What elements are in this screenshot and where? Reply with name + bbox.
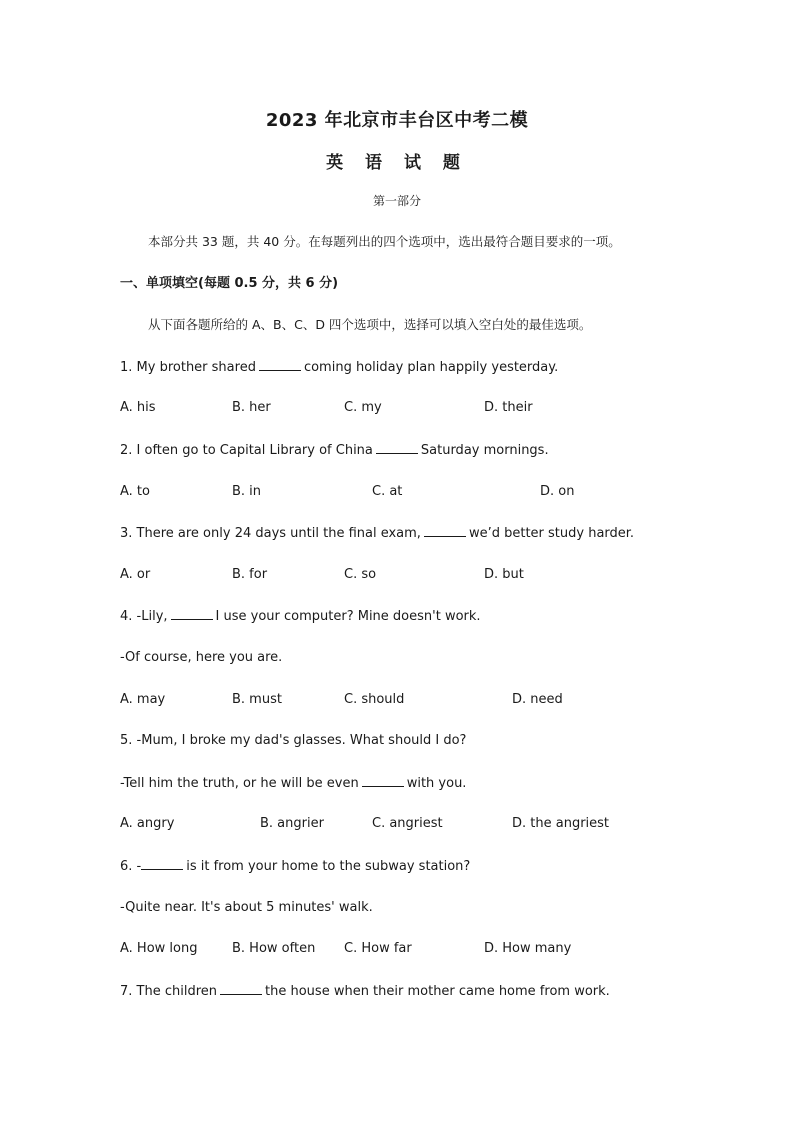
question-3 — [120, 524, 634, 543]
option-b: B. her — [232, 400, 271, 415]
section-instruction: 从下面各题所给的 A、B、C、D 四个选项中，选择可以填入空白处的最佳选项。 — [148, 317, 592, 332]
question-text: I use your computer? Mine doesn't work. — [215, 609, 481, 624]
option-d: D. How many — [484, 941, 572, 956]
answer-blank — [171, 607, 213, 620]
exam-title: 2023 年北京市丰台区中考二模 — [265, 110, 529, 131]
question-text: 3. There are only 24 days until the final exam, — [120, 526, 421, 541]
section-heading: 一、单项填空(每题 0.5 分，共 6 分) — [120, 276, 339, 291]
dialogue-reply: -Quite near. It's about 5 minutes' walk. — [120, 900, 373, 915]
option-c: C. should — [344, 692, 405, 707]
option-b: B. in — [232, 484, 262, 499]
question-text: coming holiday plan happily yesterday. — [303, 360, 559, 375]
option-d: D. on — [540, 484, 575, 499]
question-text: 1. My brother shared — [120, 360, 256, 375]
answer-blank — [259, 358, 301, 371]
option-c: C. so — [344, 567, 377, 582]
answer-blank — [141, 857, 183, 870]
question-text: we’d better study harder. — [468, 526, 635, 541]
question-5-blank-line — [120, 774, 466, 793]
intro-text: 本部分共 33 题，共 40 分。在每题列出的四个选项中，选出最符合题目要求的一项。 — [148, 234, 621, 249]
question-4 — [120, 607, 481, 626]
option-a: A. or — [120, 567, 151, 582]
answer-blank — [362, 774, 404, 787]
question-text: 4. -Lily, — [120, 609, 168, 624]
question-6 — [120, 857, 470, 876]
option-c: C. my — [344, 400, 382, 415]
question-1 — [120, 358, 558, 377]
answer-blank — [220, 982, 262, 995]
question-text: 6. - — [120, 859, 142, 874]
question-text: 2. I often go to Capital Library of China — [120, 443, 373, 458]
option-a: A. angry — [120, 816, 175, 831]
option-d: D. their — [484, 400, 533, 415]
option-a: A. to — [120, 484, 150, 499]
exam-subtitle: 英 语 试 题 — [326, 153, 468, 173]
question-2 — [120, 441, 549, 460]
option-b: B. must — [232, 692, 282, 707]
question-text: 7. The children — [120, 984, 218, 999]
question-text: the house when their mother came home from work. — [265, 984, 610, 999]
option-d: D. the angriest — [512, 816, 610, 831]
option-b: B. angrier — [260, 816, 324, 831]
option-d: D. but — [484, 567, 524, 582]
question-text: -Tell him the truth, or he will be even — [120, 776, 359, 791]
question-5: 5. -Mum, I broke my dad's glasses. What should I do? — [120, 733, 467, 748]
option-a: A. How long — [120, 941, 198, 956]
option-c: C. How far — [344, 941, 412, 956]
option-c: C. angriest — [372, 816, 443, 831]
option-b: B. How often — [232, 941, 316, 956]
option-c: C. at — [372, 484, 403, 499]
question-7 — [120, 982, 610, 1001]
question-text: with you. — [406, 776, 467, 791]
answer-blank — [376, 441, 418, 454]
option-a: A. may — [120, 692, 166, 707]
dialogue-reply: -Of course, here you are. — [120, 650, 283, 665]
option-d: D. need — [512, 692, 563, 707]
answer-blank — [424, 524, 466, 537]
option-a: A. his — [120, 400, 156, 415]
option-b: B. for — [232, 567, 268, 582]
question-text: is it from your home to the subway station? — [186, 859, 471, 874]
part-label: 第一部分 — [372, 194, 421, 208]
question-text: Saturday mornings. — [420, 443, 549, 458]
